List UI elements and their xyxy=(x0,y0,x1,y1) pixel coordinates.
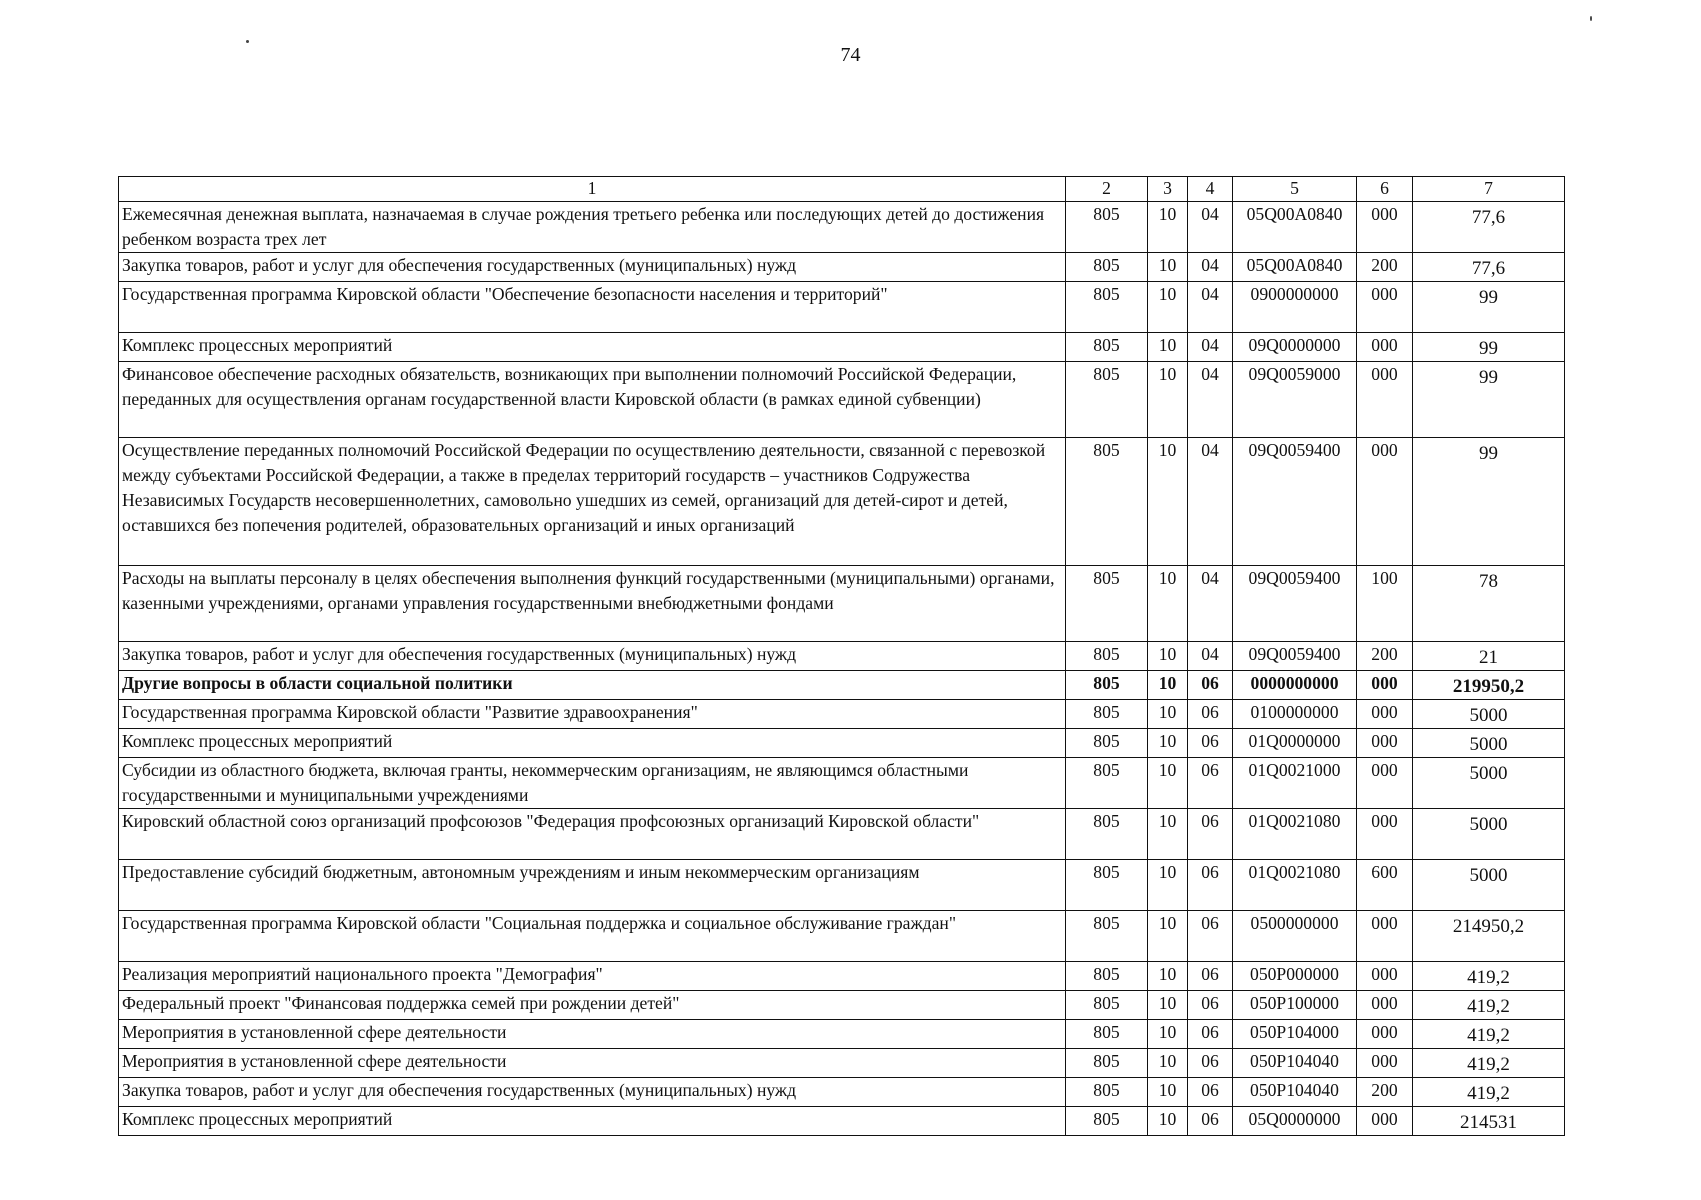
amount-cell: 419,2 xyxy=(1413,1020,1565,1049)
ministry-code-cell: 805 xyxy=(1066,333,1148,362)
expense-type-cell: 000 xyxy=(1357,809,1413,860)
row-name-cell: Федеральный проект "Финансовая поддержка семей при рождении детей" xyxy=(119,991,1066,1020)
ministry-code-cell: 805 xyxy=(1066,1078,1148,1107)
ministry-code-cell: 805 xyxy=(1066,700,1148,729)
section-code-cell: 10 xyxy=(1148,809,1188,860)
target-article-cell: 050P100000 xyxy=(1233,991,1357,1020)
table-row xyxy=(119,962,1565,991)
subsection-code-cell: 04 xyxy=(1188,566,1233,642)
table-row xyxy=(119,253,1565,282)
target-article-cell: 01Q0021080 xyxy=(1233,809,1357,860)
section-code-cell: 10 xyxy=(1148,911,1188,962)
subsection-code-cell: 04 xyxy=(1188,202,1233,253)
section-code-cell: 10 xyxy=(1148,991,1188,1020)
target-article-cell: 09Q0000000 xyxy=(1233,333,1357,362)
expense-type-cell: 000 xyxy=(1357,1049,1413,1078)
target-article-cell: 01Q0000000 xyxy=(1233,729,1357,758)
target-article-cell: 050P000000 xyxy=(1233,962,1357,991)
section-code-cell: 10 xyxy=(1148,1020,1188,1049)
section-code-cell: 10 xyxy=(1148,566,1188,642)
section-code-cell: 10 xyxy=(1148,729,1188,758)
section-code-cell: 10 xyxy=(1148,700,1188,729)
ministry-code-cell: 805 xyxy=(1066,642,1148,671)
row-name-cell: Закупка товаров, работ и услуг для обеспечения государственных (муниципальных) нужд xyxy=(119,1078,1066,1107)
subsection-code-cell: 06 xyxy=(1188,962,1233,991)
target-article-cell: 05Q00A0840 xyxy=(1233,202,1357,253)
amount-cell: 77,6 xyxy=(1413,202,1565,253)
section-code-cell: 10 xyxy=(1148,1049,1188,1078)
target-article-cell: 09Q0059000 xyxy=(1233,362,1357,438)
table-row xyxy=(119,362,1565,438)
amount-cell: 99 xyxy=(1413,362,1565,438)
subsection-code-cell: 06 xyxy=(1188,1020,1233,1049)
section-code-cell: 10 xyxy=(1148,860,1188,911)
target-article-cell: 09Q0059400 xyxy=(1233,438,1357,566)
amount-cell: 5000 xyxy=(1413,860,1565,911)
amount-cell: 5000 xyxy=(1413,729,1565,758)
ministry-code-cell: 805 xyxy=(1066,438,1148,566)
expense-type-cell: 000 xyxy=(1357,962,1413,991)
subsection-code-cell: 06 xyxy=(1188,671,1233,700)
expense-type-cell: 000 xyxy=(1357,362,1413,438)
row-name-cell: Мероприятия в установленной сфере деятельности xyxy=(119,1049,1066,1078)
subsection-code-cell: 06 xyxy=(1188,729,1233,758)
ministry-code-cell: 805 xyxy=(1066,566,1148,642)
table-row xyxy=(119,1107,1565,1136)
expense-type-cell: 000 xyxy=(1357,700,1413,729)
ministry-code-cell: 805 xyxy=(1066,202,1148,253)
budget-table xyxy=(118,176,1565,1136)
subsection-code-cell: 04 xyxy=(1188,253,1233,282)
subsection-code-cell: 06 xyxy=(1188,758,1233,809)
expense-type-cell: 200 xyxy=(1357,1078,1413,1107)
expense-type-cell: 200 xyxy=(1357,642,1413,671)
section-code-cell: 10 xyxy=(1148,671,1188,700)
ministry-code-cell: 805 xyxy=(1066,991,1148,1020)
table-row xyxy=(119,1049,1565,1078)
target-article-cell: 0500000000 xyxy=(1233,911,1357,962)
header-cell-section: 3 xyxy=(1148,177,1188,202)
row-name-cell: Реализация мероприятий национального проекта "Демография" xyxy=(119,962,1066,991)
section-code-cell: 10 xyxy=(1148,962,1188,991)
subsection-code-cell: 06 xyxy=(1188,991,1233,1020)
amount-cell: 214531 xyxy=(1413,1107,1565,1136)
target-article-cell: 05Q00A0840 xyxy=(1233,253,1357,282)
expense-type-cell: 000 xyxy=(1357,671,1413,700)
section-code-cell: 10 xyxy=(1148,362,1188,438)
subsection-code-cell: 04 xyxy=(1188,642,1233,671)
target-article-cell: 050P104000 xyxy=(1233,1020,1357,1049)
budget-table-container xyxy=(118,176,1564,1136)
table-row xyxy=(119,860,1565,911)
amount-cell: 99 xyxy=(1413,333,1565,362)
expense-type-cell: 000 xyxy=(1357,333,1413,362)
header-cell-expense-type: 6 xyxy=(1357,177,1413,202)
amount-cell: 77,6 xyxy=(1413,253,1565,282)
row-name-cell: Ежемесячная денежная выплата, назначаемая в случае рождения третьего ребенка или последующих детей до достижения ребенком возраста трех лет xyxy=(119,202,1066,253)
ministry-code-cell: 805 xyxy=(1066,253,1148,282)
amount-cell: 5000 xyxy=(1413,758,1565,809)
expense-type-cell: 600 xyxy=(1357,860,1413,911)
ministry-code-cell: 805 xyxy=(1066,671,1148,700)
row-name-cell: Финансовое обеспечение расходных обязательств, возникающих при выполнении полномочий Российской Федерации, переданных для осуществления органам государственной власти Кировской области (в рамках единой субвенции) xyxy=(119,362,1066,438)
table-row xyxy=(119,729,1565,758)
row-name-cell: Государственная программа Кировской области "Социальная поддержка и социальное обслуживание граждан" xyxy=(119,911,1066,962)
amount-cell: 99 xyxy=(1413,438,1565,566)
target-article-cell: 050P104040 xyxy=(1233,1049,1357,1078)
table-row xyxy=(119,1078,1565,1107)
row-name-cell: Комплекс процессных мероприятий xyxy=(119,729,1066,758)
expense-type-cell: 000 xyxy=(1357,991,1413,1020)
table-row xyxy=(119,642,1565,671)
expense-type-cell: 000 xyxy=(1357,438,1413,566)
header-row xyxy=(119,177,1565,202)
expense-type-cell: 000 xyxy=(1357,911,1413,962)
expense-type-cell: 000 xyxy=(1357,758,1413,809)
subsection-code-cell: 06 xyxy=(1188,1049,1233,1078)
row-name-cell: Предоставление субсидий бюджетным, автономным учреждениям и иным некоммерческим организациям xyxy=(119,860,1066,911)
header-cell-amount: 7 xyxy=(1413,177,1565,202)
amount-cell: 21 xyxy=(1413,642,1565,671)
row-name-cell: Осуществление переданных полномочий Российской Федерации по осуществлению деятельности, связанной с перевозкой между субъектами Российской Федерации, а также в пределах территорий государств – участников Содружества Независимых Государств несовершеннолетних, самовольно ушедших из семей, организаций для детей-сирот и детей, оставшихся без попечения родителей, образовательных организаций и иных организаций xyxy=(119,438,1066,566)
section-code-cell: 10 xyxy=(1148,282,1188,333)
target-article-cell: 0900000000 xyxy=(1233,282,1357,333)
ministry-code-cell: 805 xyxy=(1066,282,1148,333)
row-name-cell: Закупка товаров, работ и услуг для обеспечения государственных (муниципальных) нужд xyxy=(119,642,1066,671)
amount-cell: 5000 xyxy=(1413,700,1565,729)
target-article-cell: 050P104040 xyxy=(1233,1078,1357,1107)
ministry-code-cell: 805 xyxy=(1066,729,1148,758)
section-code-cell: 10 xyxy=(1148,1107,1188,1136)
table-row xyxy=(119,671,1565,700)
ministry-code-cell: 805 xyxy=(1066,962,1148,991)
table-row xyxy=(119,566,1565,642)
table-row xyxy=(119,202,1565,253)
page-number: 74 xyxy=(840,44,861,66)
ministry-code-cell: 805 xyxy=(1066,1020,1148,1049)
expense-type-cell: 000 xyxy=(1357,202,1413,253)
section-code-cell: 10 xyxy=(1148,758,1188,809)
expense-type-cell: 200 xyxy=(1357,253,1413,282)
row-name-cell: Мероприятия в установленной сфере деятельности xyxy=(119,1020,1066,1049)
amount-cell: 419,2 xyxy=(1413,1049,1565,1078)
table-row xyxy=(119,333,1565,362)
row-name-cell: Другие вопросы в области социальной политики xyxy=(119,671,1066,700)
amount-cell: 419,2 xyxy=(1413,962,1565,991)
row-name-cell: Расходы на выплаты персоналу в целях обеспечения выполнения функций государственными (муниципальными) органами, казенными учреждениями, органами управления государственными внебюджетными фондами xyxy=(119,566,1066,642)
subsection-code-cell: 04 xyxy=(1188,282,1233,333)
ministry-code-cell: 805 xyxy=(1066,1107,1148,1136)
target-article-cell: 01Q0021080 xyxy=(1233,860,1357,911)
target-article-cell: 0000000000 xyxy=(1233,671,1357,700)
subsection-code-cell: 04 xyxy=(1188,362,1233,438)
ministry-code-cell: 805 xyxy=(1066,362,1148,438)
section-code-cell: 10 xyxy=(1148,1078,1188,1107)
amount-cell: 214950,2 xyxy=(1413,911,1565,962)
table-row xyxy=(119,700,1565,729)
table-row xyxy=(119,282,1565,333)
section-code-cell: 10 xyxy=(1148,438,1188,566)
header-cell-name: 1 xyxy=(119,177,1066,202)
amount-cell: 219950,2 xyxy=(1413,671,1565,700)
row-name-cell: Комплекс процессных мероприятий xyxy=(119,333,1066,362)
subsection-code-cell: 06 xyxy=(1188,700,1233,729)
table-row xyxy=(119,991,1565,1020)
table-row xyxy=(119,809,1565,860)
amount-cell: 99 xyxy=(1413,282,1565,333)
amount-cell: 419,2 xyxy=(1413,1078,1565,1107)
row-name-cell: Кировский областной союз организаций профсоюзов "Федерация профсоюзных организаций Кировской области" xyxy=(119,809,1066,860)
row-name-cell: Субсидии из областного бюджета, включая гранты, некоммерческим организациям, не являющимся областными государственными и муниципальными учреждениями xyxy=(119,758,1066,809)
target-article-cell: 0100000000 xyxy=(1233,700,1357,729)
amount-cell: 419,2 xyxy=(1413,991,1565,1020)
header-cell-subsection: 4 xyxy=(1188,177,1233,202)
subsection-code-cell: 06 xyxy=(1188,860,1233,911)
ministry-code-cell: 805 xyxy=(1066,911,1148,962)
section-code-cell: 10 xyxy=(1148,642,1188,671)
section-code-cell: 10 xyxy=(1148,333,1188,362)
header-cell-target-article: 5 xyxy=(1233,177,1357,202)
subsection-code-cell: 04 xyxy=(1188,438,1233,566)
section-code-cell: 10 xyxy=(1148,253,1188,282)
target-article-cell: 09Q0059400 xyxy=(1233,566,1357,642)
subsection-code-cell: 06 xyxy=(1188,1078,1233,1107)
amount-cell: 5000 xyxy=(1413,809,1565,860)
expense-type-cell: 100 xyxy=(1357,566,1413,642)
subsection-code-cell: 06 xyxy=(1188,809,1233,860)
scan-speck xyxy=(246,40,249,43)
table-row xyxy=(119,1020,1565,1049)
subsection-code-cell: 06 xyxy=(1188,911,1233,962)
ministry-code-cell: 805 xyxy=(1066,758,1148,809)
row-name-cell: Закупка товаров, работ и услуг для обеспечения государственных (муниципальных) нужд xyxy=(119,253,1066,282)
scan-speck xyxy=(1590,16,1592,21)
header-cell-ministry: 2 xyxy=(1066,177,1148,202)
table-row xyxy=(119,758,1565,809)
expense-type-cell: 000 xyxy=(1357,729,1413,758)
target-article-cell: 01Q0021000 xyxy=(1233,758,1357,809)
section-code-cell: 10 xyxy=(1148,202,1188,253)
expense-type-cell: 000 xyxy=(1357,1107,1413,1136)
expense-type-cell: 000 xyxy=(1357,282,1413,333)
target-article-cell: 09Q0059400 xyxy=(1233,642,1357,671)
table-row xyxy=(119,438,1565,566)
target-article-cell: 05Q0000000 xyxy=(1233,1107,1357,1136)
subsection-code-cell: 04 xyxy=(1188,333,1233,362)
subsection-code-cell: 06 xyxy=(1188,1107,1233,1136)
ministry-code-cell: 805 xyxy=(1066,1049,1148,1078)
row-name-cell: Государственная программа Кировской области "Обеспечение безопасности населения и территорий" xyxy=(119,282,1066,333)
table-row xyxy=(119,911,1565,962)
ministry-code-cell: 805 xyxy=(1066,809,1148,860)
ministry-code-cell: 805 xyxy=(1066,860,1148,911)
row-name-cell: Комплекс процессных мероприятий xyxy=(119,1107,1066,1136)
row-name-cell: Государственная программа Кировской области "Развитие здравоохранения" xyxy=(119,700,1066,729)
amount-cell: 78 xyxy=(1413,566,1565,642)
expense-type-cell: 000 xyxy=(1357,1020,1413,1049)
